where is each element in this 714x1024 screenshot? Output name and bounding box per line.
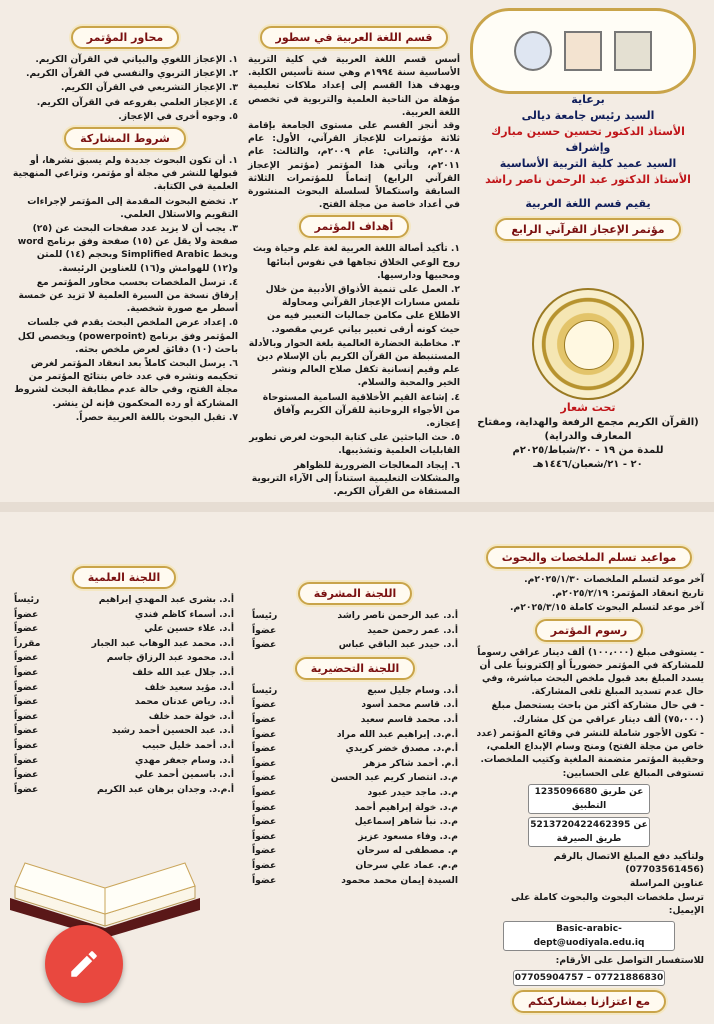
- goals-title: أهداف المؤتمر: [299, 215, 410, 238]
- axes-panel: [12, 24, 238, 425]
- member-role: عضواً: [252, 699, 277, 711]
- axis-item: ١. الإعجاز اللغوي والبياني في القرآن الكريم.: [35, 54, 238, 65]
- axes-title: محاور المؤتمر: [71, 26, 179, 49]
- conference-seal: [532, 288, 644, 400]
- member-row: [252, 859, 458, 874]
- goal-item: ٣. مخاطبة الحضارة العالمية بلغة الحوار وبالأدلة المستنبطة من القرآن الكريم بأن الإسلام دين علم وقيم إنسانية تكفل صلاح العالم ونشر الخير والمحبة والسلام.: [248, 337, 460, 389]
- department-logo: [514, 31, 552, 71]
- condition-item: ٧. تقبل البحوث باللغة العربية حصراً.: [75, 411, 238, 423]
- organizer-label: يقيم قسم اللغة العربية: [525, 197, 651, 210]
- member-row: [252, 786, 458, 801]
- condition-item: ٢. تخضع البحوث المقدمة إلى المؤتمر لإجراءات التقويم والاستلال العلمي.: [27, 195, 238, 220]
- member-row: [252, 728, 458, 743]
- member-role: عضواً: [252, 624, 277, 636]
- member-role: عضواً: [14, 608, 39, 620]
- member-name: أ.د. وسام جعفر مهدي: [135, 754, 234, 766]
- member-row: [14, 783, 234, 798]
- goal-item: ٢. العمل على تنمية الأذواق الأدبية من خلال تلمس مسارات الإعجاز القرآني ومحاولة الاطلاع على مكامن جماليات التعبير فيه من حيث كونه أرقى تعبير بياني عربي مقصود.: [265, 284, 460, 335]
- member-name: السيدة إيمان محمد محمود: [341, 874, 458, 886]
- member-name: أ.م.د. وجدان برهان عبد الكريم: [97, 783, 234, 795]
- account-1: [528, 784, 650, 814]
- member-role: عضواً: [252, 772, 277, 784]
- member-name: أ.د. رياض عدنان محمد: [134, 696, 234, 708]
- member-name: أ.د. عبد الرحمن ناصر راشد: [337, 610, 458, 621]
- member-name: م.د. خولة إبراهيم أحمد: [354, 801, 458, 813]
- member-name: أ.د. حيدر عبد الباقي عباس: [338, 639, 458, 651]
- payment-label: تستوفى المبالغ على الحسابين:: [562, 768, 704, 780]
- member-role: عضواً: [252, 639, 277, 651]
- member-row: [14, 710, 234, 725]
- condition-item: ١. أن تكون البحوث جديدة ولم يسبق نشرها، أو قبولها للنشر في مجلة أو مؤتمر، وتراعي المنهجية العلمية في الكتابة.: [12, 155, 238, 193]
- condition-item: ٦. يرسل البحث كاملاً بعد انعقاد المؤتمر لغرض تحكيمه ونشره في عدد خاص بنتائج المؤتمر من مجلة الفتح، وفي حالة عدم مطابقة البحث لشروط المشاركة أو رده المحكمون فإنه لن ينشر.: [14, 358, 238, 409]
- department-history: وقد أنجز القسم على مستوى الجامعة بإقامة ثلاثة مؤتمرات للإعجاز القرآني، الأول: عام ٢٠٠٨م، والثاني: عام ٢٠٠٩م، والثالث: عام ٢٠١١م، ويأتي هذا المؤتمر (مؤتمر الإعجاز القرآني الرابع) إتماماً للمؤتمرات الثلاثة السابقة واستكمالاً لسلسلة البحوث المنشورة في أعداد خاصة من مجلة الفتح.: [248, 120, 460, 211]
- member-row: [14, 651, 234, 666]
- president-name: الأستاذ الدكتور تحسين حسين مبارك: [491, 125, 685, 138]
- dates-panel: [474, 544, 704, 1017]
- member-name: أ.م. أحمد شاكر مزهر: [363, 757, 458, 769]
- condition-item: ٥. إعداد عرض الملخص البحث يقدم في جلسات المؤتمر وفق برنامج (powerpoint) ويخصص لكل باحث (١٠) دقائق لعرض ملخص بحثه.: [17, 317, 238, 355]
- member-name: أ.د. جلال عبد الله خلف: [132, 666, 234, 678]
- member-row: [14, 608, 234, 623]
- member-name: أ.د. بشرى عبد المهدي إبراهيم: [98, 594, 234, 605]
- dates-title: مواعيد تسلم الملخصات والبحوث: [486, 546, 693, 569]
- duration-text: للمدة من ١٩ - ٢٠/شباط/٢٠٢٥م: [512, 445, 664, 456]
- scientific-panel: [14, 564, 234, 797]
- member-name: م.م. عماد علي سرحان: [355, 859, 458, 871]
- prep-title: اللجنة التحضيرية: [295, 657, 416, 680]
- date-item: آخر موعد لتسلم البحوث كاملة ٢٠٢٥/٣/١٥م.: [510, 602, 704, 614]
- conditions-title: شروط المشاركة: [64, 127, 186, 150]
- member-name: أ.د. محمد عبد الوهاب عبد الجبار: [91, 637, 234, 649]
- member-name: م.د. نبأ شاهر إسماعيل: [354, 816, 458, 828]
- member-row: [252, 771, 458, 786]
- quran-book-illustration: [10, 858, 200, 938]
- department-panel: [248, 24, 460, 499]
- member-row: [252, 638, 458, 653]
- axis-item: ٢. الإعجاز التربوي والنفسي في القرآن الكريم.: [26, 68, 238, 80]
- member-role: عضواً: [252, 713, 277, 725]
- member-row: [252, 742, 458, 757]
- phone-label: للاستفسار التواصل على الأرقام:: [555, 954, 704, 966]
- member-role: عضواً: [252, 786, 277, 798]
- axis-item: ٥. وجوه أخرى في الإعجاز.: [118, 110, 238, 122]
- member-row: [14, 724, 234, 739]
- email-link[interactable]: Basic-arabic-dept@uodiyala.edu.iq: [503, 921, 675, 951]
- seal-center: [564, 320, 614, 370]
- member-row: [252, 801, 458, 816]
- member-role: مقرراً: [14, 637, 41, 649]
- member-role: عضواً: [14, 710, 39, 722]
- scientific-list: [14, 593, 234, 797]
- member-name: م.د. انتصار كريم عبد الحسن: [330, 772, 458, 784]
- member-name: أ.د. علاء حسين علي: [144, 623, 234, 635]
- member-role: عضواً: [14, 754, 39, 766]
- member-name: أ.م.د. مصدق خضر كريدي: [345, 743, 458, 755]
- member-role: عضواً: [252, 845, 277, 857]
- member-name: أ.د. مؤيد سعيد خلف: [144, 681, 234, 693]
- member-row: [252, 609, 458, 624]
- member-name: أ.د. محمد قاسم سعيد: [360, 713, 458, 725]
- member-name: أ.م.د. إبراهيم عبد الله مراد: [336, 728, 458, 740]
- member-role: عضواً: [252, 859, 277, 871]
- member-name: أ.د. قاسم محمد أسود: [361, 699, 458, 711]
- member-row: [252, 698, 458, 713]
- member-name: م. مصطفى له سرحان: [356, 845, 458, 857]
- prep-list: [252, 684, 458, 888]
- member-name: أ.د. عبد الحسين أحمد رشيد: [111, 725, 234, 737]
- member-role: رئيساً: [252, 610, 278, 621]
- member-role: عضواً: [252, 816, 277, 828]
- account-1-suffix: عن طريق التطبيق: [571, 786, 644, 811]
- dean-title: السيد عميد كلية التربية الأساسية: [499, 157, 677, 170]
- slogan-panel: [474, 400, 702, 472]
- member-role: عضواً: [14, 681, 39, 693]
- member-row: [252, 844, 458, 859]
- conference-name: مؤتمر الإعجاز القرآني الرابع: [495, 218, 680, 241]
- department-title: قسم اللغة العربية في سطور: [260, 26, 449, 49]
- axis-item: ٣. الإعجاز التشريعي في القرآن الكريم.: [60, 82, 238, 94]
- member-role: عضواً: [14, 725, 39, 737]
- date-item: تاريخ انعقاد المؤتمر: ٢٠٢٥/٢/١٩م.: [551, 588, 704, 600]
- member-name: أ.د. خولة حمد خلف: [148, 710, 234, 722]
- university-logo: [614, 31, 652, 71]
- fee-item: - يستوفى مبلغ (١٠٠،٠٠٠) ألف دينار عراقي رسوماً للمشاركة في المؤتمر حضورياً أو إلكترونياً على أن يسدد المبلغ بعد قبول ملخص البحث مباشرة، وفي حال عدم تسديد المبلغ تلغى المشاركة.: [477, 646, 704, 698]
- scientific-title: اللجنة العلمية: [72, 566, 176, 589]
- page-gap: [0, 502, 714, 512]
- member-name: م.د. وفاء مسعود عزيز: [358, 830, 458, 842]
- account-2: [528, 817, 650, 847]
- member-row: [14, 681, 234, 696]
- member-row: [252, 815, 458, 830]
- member-role: عضواً: [14, 769, 39, 781]
- account-2-suffix: عن طريق الصيرفة: [556, 819, 648, 844]
- logos-banner: [470, 8, 696, 94]
- member-role: عضواً: [14, 666, 39, 678]
- member-role: عضواً: [252, 830, 277, 842]
- goal-item: ٦. إيجاد المعالجات الضرورية للظواهر والمشكلات التعليمية استناداً إلى الآراء التربوية المستقاة من القرآن الكريم.: [251, 459, 460, 498]
- edit-fab-button[interactable]: [45, 925, 123, 1003]
- supervisory-title: اللجنة المشرفة: [298, 582, 413, 605]
- member-row: [14, 754, 234, 769]
- member-role: عضواً: [252, 801, 277, 813]
- account-1-number: 1235096680: [534, 786, 598, 797]
- dean-name: الأستاذ الدكتور عبد الرحمن ناصر راشد: [485, 173, 691, 186]
- member-role: عضواً: [252, 743, 277, 755]
- phone-numbers: 07705904757 – 07721886830: [513, 970, 665, 986]
- member-row: [14, 768, 234, 783]
- committees-panel: [252, 580, 458, 888]
- member-role: عضواً: [252, 757, 277, 769]
- president-title: السيد رئيس جامعة ديالى: [521, 109, 655, 122]
- college-logo: [564, 31, 602, 71]
- member-row: [252, 713, 458, 728]
- condition-item: ٣. يجب أن لا يزيد عدد صفحات البحث عن (٢٥) صفحة ولا يقل عن (١٥) صفحة وفق برنامج word وبخط Simplified Arabic وبحجم (١٤) للمتن و(١٢) للهوامش و(١٦) للعناوين الرئيسة.: [17, 223, 238, 274]
- hijri-date: ٢٠ - ٢١/شعبان/١٤٤٦هـ: [533, 459, 643, 470]
- member-row: [252, 684, 458, 699]
- member-name: أ.د. باسمين أحمد علي: [134, 769, 234, 781]
- condition-item: ٤. ترسل الملخصات بحسب محاور المؤتمر مع إرفاق نسخة من السيرة العلمية لا تزيد عن خمسة أسطر مع صورة شخصية.: [18, 276, 238, 315]
- pencil-icon: [67, 947, 101, 981]
- member-role: عضواً: [14, 739, 39, 751]
- member-row: [252, 874, 458, 889]
- member-role: عضواً: [14, 696, 39, 708]
- member-role: رئيساً: [14, 594, 40, 605]
- slogan-label: تحت شعار: [560, 401, 616, 414]
- member-name: أ.د. وسام جليل سبع: [367, 684, 458, 696]
- address-label: عناوين المراسلة: [629, 878, 704, 890]
- member-row: [252, 830, 458, 845]
- member-row: [14, 637, 234, 652]
- confirm-text: ولتأكيد دفع المبلغ الاتصال بالرقم (07703561456): [553, 850, 704, 875]
- member-row: [252, 757, 458, 772]
- email-label: ترسل ملخصات البحوث والبحوث كاملة على الإيميل:: [511, 892, 704, 917]
- sponsor-panel: [474, 92, 702, 245]
- member-name: أ.د. أسماء كاظم فندي: [134, 608, 234, 620]
- member-role: عضواً: [14, 652, 39, 664]
- member-role: رئيساً: [252, 684, 278, 696]
- closing-title: مع اعتزازنا بمشاركتكم: [512, 990, 666, 1013]
- member-name: م.د. ماجد حيدر عبود: [367, 786, 458, 798]
- member-role: عضواً: [14, 623, 39, 635]
- fee-item: - في حال مشاركة أكثر من باحث يستحصل مبلغ (٧٥،٠٠٠) ألف دينار عراقي من كل مشارك.: [491, 700, 704, 725]
- date-item: آخر موعد لتسلم الملخصات ٢٠٢٥/١/٣٠م.: [524, 574, 704, 585]
- member-name: أ.د. أحمد خليل حبيب: [142, 739, 234, 751]
- member-name: أ.د. عمر رحمن حميد: [367, 624, 458, 636]
- supervisory-list: [252, 609, 458, 653]
- member-row: [252, 624, 458, 639]
- supervision-label: وإشراف: [565, 141, 611, 154]
- member-name: أ.د. محمود عبد الرزاق جاسم: [106, 652, 234, 664]
- goal-item: ٥. حث الباحثين على كتابة البحوث لغرض تطوير القابليات العلمية وتشذيبها.: [249, 432, 460, 457]
- goal-item: ٤. إشاعة القيم الأخلاقية السامية المستوحاة من الأجواء الروحانية للقرآن الكريم وآفاق إعجازه.: [262, 391, 460, 430]
- account-2-number: 5213720422462395: [530, 819, 631, 830]
- fees-title: رسوم المؤتمر: [535, 619, 643, 642]
- member-role: عضواً: [14, 783, 39, 795]
- member-row: [14, 695, 234, 710]
- fee-item: - تكون الأجور شاملة للنشر في وقائع المؤتمر (عدد خاص من مجلة الفتح) ومنح وسام الإبداع العلمي، وحقيبة المؤتمر متضمنة الملغية وكتيب الملخصات.: [476, 727, 704, 766]
- member-row: [14, 739, 234, 754]
- member-row: [14, 666, 234, 681]
- member-row: [14, 622, 234, 637]
- goal-item: ١. تأكيد أصالة اللغة العربية لغة علم وحياة وبث روح الوعي الخلاق تجاهها في نفوس أبنائها ومحبيها ودارسيها.: [252, 243, 460, 281]
- member-row: [14, 593, 234, 608]
- axis-item: ٤. الإعجاز العلمي بفروعه في القرآن الكريم.: [36, 96, 238, 108]
- department-intro: أسس قسم اللغة العربية في كلية التربية الأساسية سنة ١٩٩٤م وهي سنة تأسيس الكلية. ويهدف هذا القسم إلى إعداد ملاكات تعليمية مؤهلة من الناحية العلمية والتربوية في تخصص اللغة العربية.: [248, 54, 460, 118]
- member-role: عضواً: [252, 874, 277, 886]
- sponsor-label: برعاية: [571, 93, 605, 106]
- slogan-text: (القرآن الكريم مجمع الرفعة والهداية، ومفتاح المعارف والدراية): [477, 417, 699, 442]
- member-role: عضواً: [252, 728, 277, 740]
